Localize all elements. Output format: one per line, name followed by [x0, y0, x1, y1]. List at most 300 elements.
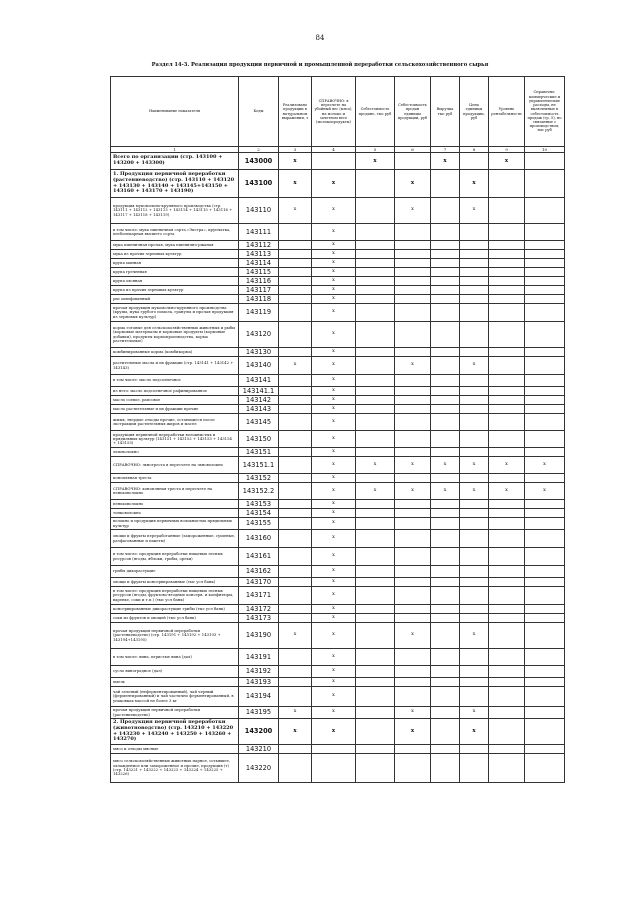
- row-cell: x: [395, 457, 431, 474]
- row-cell: [431, 405, 460, 414]
- row-name: 1. Продукция первичной переработки (растениеводство) (стр. 143110 + 143120 + 143130 + 143140 + 143145+143150 + 143160 + 143170 + 143190): [111, 170, 239, 198]
- row-cell: x: [312, 405, 356, 414]
- row-cell: [279, 241, 312, 250]
- row-cell: [395, 375, 431, 387]
- row-cell: x: [312, 414, 356, 431]
- row-code: 143130: [239, 348, 279, 357]
- row-cell: x: [312, 322, 356, 348]
- row-cell: [431, 666, 460, 678]
- table-row: [111, 649, 565, 666]
- row-cell: [460, 387, 489, 396]
- row-cell: x: [312, 707, 356, 719]
- row-cell: [395, 241, 431, 250]
- row-cell: [279, 605, 312, 614]
- row-cell: [356, 623, 395, 649]
- row-cell: [489, 348, 525, 357]
- row-cell: [525, 509, 565, 518]
- row-cell: [395, 387, 431, 396]
- row-cell: [460, 431, 489, 448]
- table-row: [111, 431, 565, 448]
- row-name: мясо сельскохозяйственных животных парное, остывшее, охлажденное или замороженное и прочие, продукция (т) (стр. 143221 + 143222 + 143223 + 143224 + 143225 + 143226): [111, 754, 239, 783]
- row-cell: [431, 587, 460, 605]
- row-cell: [489, 277, 525, 286]
- row-name: мука пшеничная прочая, мука пшенично-ржаная: [111, 241, 239, 250]
- row-cell: x: [312, 357, 356, 375]
- row-cell: [525, 153, 565, 170]
- row-name: крупа манная: [111, 259, 239, 268]
- row-cell: [395, 509, 431, 518]
- row-cell: [460, 322, 489, 348]
- row-cell: [279, 754, 312, 783]
- row-cell: [395, 666, 431, 678]
- row-name: из него: масло подсолнечное рафинированное: [111, 387, 239, 396]
- row-cell: x: [312, 457, 356, 474]
- row-cell: [431, 678, 460, 687]
- row-cell: x: [356, 483, 395, 500]
- row-cell: x: [312, 518, 356, 530]
- row-cell: [279, 295, 312, 304]
- row-name: 2. Продукция первичной переработки (животноводство) (стр. 143210 + 143220 + 143230 + 143240 + 143250 + 143260 + 143270): [111, 719, 239, 745]
- row-cell: [489, 405, 525, 414]
- row-cell: [279, 666, 312, 678]
- row-cell: [489, 687, 525, 707]
- row-cell: [279, 387, 312, 396]
- row-code: 143141.1: [239, 387, 279, 396]
- row-code: 143200: [239, 719, 279, 745]
- row-cell: [356, 348, 395, 357]
- row-cell: x: [312, 396, 356, 405]
- row-cell: [525, 268, 565, 277]
- row-cell: x: [356, 457, 395, 474]
- row-cell: x: [279, 623, 312, 649]
- col-header: Уровень рентабельности: [489, 77, 525, 147]
- row-cell: x: [460, 357, 489, 375]
- row-cell: [312, 745, 356, 754]
- row-code: 143113: [239, 250, 279, 259]
- row-cell: [525, 448, 565, 457]
- row-name: льноволокно: [111, 448, 239, 457]
- row-cell: [431, 548, 460, 566]
- row-cell: [279, 687, 312, 707]
- row-code: 143111: [239, 224, 279, 241]
- row-cell: x: [312, 348, 356, 357]
- row-name: грибы дикорастущие: [111, 566, 239, 578]
- row-cell: [279, 396, 312, 405]
- row-cell: [279, 678, 312, 687]
- row-cell: [356, 649, 395, 666]
- row-cell: x: [312, 587, 356, 605]
- row-code: 143153: [239, 500, 279, 509]
- table-row: [111, 375, 565, 387]
- row-cell: [395, 649, 431, 666]
- row-cell: [460, 605, 489, 614]
- row-cell: [279, 530, 312, 548]
- row-cell: [356, 387, 395, 396]
- table-row: [111, 259, 565, 268]
- row-cell: [279, 745, 312, 754]
- row-cell: [431, 745, 460, 754]
- row-cell: [460, 241, 489, 250]
- row-cell: x: [395, 707, 431, 719]
- table-row: [111, 474, 565, 483]
- row-cell: [431, 396, 460, 405]
- row-cell: [395, 474, 431, 483]
- row-name: хмель: [111, 678, 239, 687]
- row-cell: [431, 322, 460, 348]
- row-cell: [460, 295, 489, 304]
- row-code: 143171: [239, 587, 279, 605]
- row-cell: [395, 286, 431, 295]
- row-cell: [356, 322, 395, 348]
- row-name: СПРАВОЧНО: льнотреста в пересчете на льноволокно: [111, 457, 239, 474]
- row-cell: [525, 614, 565, 623]
- row-cell: [525, 286, 565, 295]
- table-row: [111, 457, 565, 474]
- row-cell: [356, 678, 395, 687]
- row-code: 143117: [239, 286, 279, 295]
- row-cell: [460, 745, 489, 754]
- row-name: консервированные дикорастущие грибы (тыс усл банк): [111, 605, 239, 614]
- table-row: [111, 304, 565, 322]
- col-header: Реализовано продукции в натуральном выражении, т: [279, 77, 312, 147]
- row-cell: [489, 322, 525, 348]
- row-cell: [525, 387, 565, 396]
- col-header: Справочно: коммерческие и управленческие расходы, не включенные в себестоимость продаж (гр. 5), но связанные с производством, тыс руб: [525, 77, 565, 147]
- row-cell: [279, 286, 312, 295]
- row-code: 143112: [239, 241, 279, 250]
- row-name: продукция первичной переработки волокнистых и прядильных культур (143151 + 143152 + 143153 + 143154 + 143155): [111, 431, 239, 448]
- row-cell: x: [312, 509, 356, 518]
- table-row: [111, 623, 565, 649]
- row-cell: [460, 277, 489, 286]
- row-cell: x: [279, 170, 312, 198]
- row-cell: x: [312, 483, 356, 500]
- col-header: Себестоимость продано, тыс руб: [356, 77, 395, 147]
- row-cell: [312, 153, 356, 170]
- row-cell: [489, 474, 525, 483]
- row-cell: [395, 605, 431, 614]
- row-cell: [395, 566, 431, 578]
- row-cell: [489, 719, 525, 745]
- row-cell: [431, 707, 460, 719]
- row-code: 143220: [239, 754, 279, 783]
- row-cell: [395, 587, 431, 605]
- row-cell: [395, 754, 431, 783]
- row-cell: [489, 707, 525, 719]
- table-row: [111, 286, 565, 295]
- row-name: в том числе: продукция переработки пищевых лесных ресурсов (ягоды, яблоки, грибы, орехи): [111, 548, 239, 566]
- col-number: 3: [279, 147, 312, 153]
- table-row: [111, 587, 565, 605]
- row-cell: [356, 500, 395, 509]
- row-cell: [356, 241, 395, 250]
- row-cell: [525, 405, 565, 414]
- row-cell: [431, 509, 460, 518]
- row-cell: [431, 687, 460, 707]
- row-cell: [356, 405, 395, 414]
- row-name: продукция мукомольно-крупяного производства (стр. 143111 + 143112 + 143113 + 143114 + 143115 + 143116 + 143117 + 143118 + 143119): [111, 198, 239, 224]
- row-name: растительные масла и их фракции (стр. 143141 + 143142 + 143143): [111, 357, 239, 375]
- row-cell: [431, 286, 460, 295]
- col-number: 2: [239, 147, 279, 153]
- row-cell: [525, 431, 565, 448]
- row-cell: [356, 548, 395, 566]
- row-cell: [356, 375, 395, 387]
- row-code: 143155: [239, 518, 279, 530]
- row-cell: [525, 375, 565, 387]
- row-cell: [489, 548, 525, 566]
- row-cell: x: [312, 623, 356, 649]
- row-cell: [431, 277, 460, 286]
- row-cell: [525, 277, 565, 286]
- row-cell: [395, 259, 431, 268]
- col-header: Наименование показателя: [111, 77, 239, 147]
- table-row: [111, 548, 565, 566]
- row-cell: [356, 707, 395, 719]
- row-name: прочая продукция мукомольно-крупяного производства (крупы, мука грубого помола, гранулы и прочая продукция из зерновых культур): [111, 304, 239, 322]
- row-cell: [356, 414, 395, 431]
- row-cell: [356, 277, 395, 286]
- table-row: [111, 578, 565, 587]
- row-cell: [279, 268, 312, 277]
- table-row: [111, 719, 565, 745]
- row-cell: [356, 286, 395, 295]
- row-cell: x: [460, 170, 489, 198]
- row-cell: x: [489, 457, 525, 474]
- table-row: [111, 566, 565, 578]
- row-cell: [356, 198, 395, 224]
- row-cell: [431, 241, 460, 250]
- row-cell: [279, 414, 312, 431]
- table-row: [111, 678, 565, 687]
- row-cell: [489, 605, 525, 614]
- row-cell: [356, 170, 395, 198]
- row-cell: x: [312, 474, 356, 483]
- row-code: 143114: [239, 259, 279, 268]
- row-cell: [431, 754, 460, 783]
- row-cell: [431, 268, 460, 277]
- row-cell: x: [460, 623, 489, 649]
- row-cell: [356, 224, 395, 241]
- row-cell: [460, 578, 489, 587]
- col-number: 6: [395, 147, 431, 153]
- row-cell: [395, 530, 431, 548]
- row-cell: x: [431, 457, 460, 474]
- col-number: 9: [489, 147, 525, 153]
- row-code: 143152.2: [239, 483, 279, 500]
- row-cell: [489, 224, 525, 241]
- row-code: 143115: [239, 268, 279, 277]
- table-row: [111, 241, 565, 250]
- row-cell: [525, 322, 565, 348]
- row-cell: [356, 250, 395, 259]
- row-cell: [489, 295, 525, 304]
- row-name: в том числе: продукция переработки пищевых лесных ресурсов (ягоды, фруктово-ягодные консерв. и конфитюры, варенье, соки и т.п.) (тыс усл банк): [111, 587, 239, 605]
- col-number: 1: [111, 147, 239, 153]
- row-cell: [279, 259, 312, 268]
- row-cell: [525, 348, 565, 357]
- row-cell: [460, 268, 489, 277]
- table-row: [111, 414, 565, 431]
- row-cell: [431, 578, 460, 587]
- row-cell: x: [312, 286, 356, 295]
- row-cell: [395, 745, 431, 754]
- row-cell: [489, 286, 525, 295]
- row-cell: [431, 295, 460, 304]
- row-cell: [395, 500, 431, 509]
- row-cell: [460, 548, 489, 566]
- table-row: [111, 357, 565, 375]
- row-cell: [431, 566, 460, 578]
- row-cell: x: [312, 387, 356, 396]
- row-cell: [279, 224, 312, 241]
- row-cell: x: [312, 566, 356, 578]
- row-cell: [395, 224, 431, 241]
- row-code: 143152: [239, 474, 279, 483]
- row-cell: [356, 754, 395, 783]
- table-row: [111, 295, 565, 304]
- row-code: 143161: [239, 548, 279, 566]
- row-cell: [279, 474, 312, 483]
- row-code: 143190: [239, 623, 279, 649]
- row-cell: [279, 649, 312, 666]
- row-cell: [395, 153, 431, 170]
- col-number: 4: [312, 147, 356, 153]
- col-header: Выручка тыс руб: [431, 77, 460, 147]
- row-cell: x: [312, 678, 356, 687]
- row-cell: x: [395, 357, 431, 375]
- row-cell: [525, 224, 565, 241]
- row-code: 143192: [239, 666, 279, 678]
- row-cell: x: [312, 548, 356, 566]
- row-cell: [460, 286, 489, 295]
- row-cell: [279, 250, 312, 259]
- col-header: Коды: [239, 77, 279, 147]
- row-cell: x: [460, 198, 489, 224]
- table-row: [111, 687, 565, 707]
- row-cell: [489, 170, 525, 198]
- col-number: 8: [460, 147, 489, 153]
- row-cell: x: [279, 707, 312, 719]
- row-cell: [356, 304, 395, 322]
- row-cell: [431, 357, 460, 375]
- col-number: 10: [525, 147, 565, 153]
- row-cell: [279, 348, 312, 357]
- row-cell: [395, 405, 431, 414]
- row-cell: [395, 448, 431, 457]
- row-cell: [395, 687, 431, 707]
- row-cell: [395, 250, 431, 259]
- row-cell: [489, 448, 525, 457]
- row-name: мука из прочих зерновых культур: [111, 250, 239, 259]
- row-cell: x: [312, 448, 356, 457]
- row-cell: x: [460, 707, 489, 719]
- row-cell: x: [460, 457, 489, 474]
- row-cell: [489, 678, 525, 687]
- row-cell: [489, 396, 525, 405]
- row-cell: x: [460, 483, 489, 500]
- row-code: 143143: [239, 405, 279, 414]
- row-cell: [525, 719, 565, 745]
- row-name: в том числе: вина, игристые вина (дал): [111, 649, 239, 666]
- row-cell: [279, 405, 312, 414]
- row-cell: [489, 566, 525, 578]
- row-cell: x: [489, 153, 525, 170]
- table-row: [111, 666, 565, 678]
- row-cell: [525, 754, 565, 783]
- row-code: 143100: [239, 170, 279, 198]
- row-cell: [525, 474, 565, 483]
- row-cell: [525, 678, 565, 687]
- row-cell: [356, 605, 395, 614]
- table-row: [111, 605, 565, 614]
- row-cell: [431, 530, 460, 548]
- row-cell: [525, 623, 565, 649]
- row-cell: [431, 623, 460, 649]
- row-code: 143160: [239, 530, 279, 548]
- table-row: [111, 170, 565, 198]
- row-cell: [356, 448, 395, 457]
- row-cell: [525, 170, 565, 198]
- row-cell: x: [312, 170, 356, 198]
- row-cell: x: [312, 277, 356, 286]
- row-code: 143170: [239, 578, 279, 587]
- row-cell: [431, 198, 460, 224]
- row-cell: x: [312, 375, 356, 387]
- row-cell: [431, 719, 460, 745]
- row-cell: x: [395, 719, 431, 745]
- row-cell: [489, 666, 525, 678]
- row-cell: [460, 375, 489, 387]
- row-cell: [525, 414, 565, 431]
- row-name: волокно и продукция первичных волокнистых прядильных культур: [111, 518, 239, 530]
- row-cell: x: [279, 719, 312, 745]
- row-name: овощи и фрукты консервированные (тыс усл банк): [111, 578, 239, 587]
- row-cell: [525, 745, 565, 754]
- row-cell: [279, 509, 312, 518]
- table-row: [111, 396, 565, 405]
- row-name: в том числе: масло подсолнечное: [111, 375, 239, 387]
- row-cell: x: [312, 666, 356, 678]
- row-cell: x: [312, 530, 356, 548]
- row-cell: [356, 295, 395, 304]
- row-cell: [279, 457, 312, 474]
- row-cell: [460, 754, 489, 783]
- row-name: конопляная треста: [111, 474, 239, 483]
- row-cell: [489, 578, 525, 587]
- row-cell: x: [312, 719, 356, 745]
- row-cell: x: [312, 578, 356, 587]
- row-cell: [431, 414, 460, 431]
- row-cell: [489, 268, 525, 277]
- row-cell: x: [395, 623, 431, 649]
- row-cell: [395, 614, 431, 623]
- row-cell: [525, 687, 565, 707]
- row-cell: [489, 754, 525, 783]
- row-cell: [356, 566, 395, 578]
- row-cell: [356, 578, 395, 587]
- row-cell: [356, 268, 395, 277]
- row-cell: [356, 509, 395, 518]
- row-cell: [460, 448, 489, 457]
- row-cell: [460, 509, 489, 518]
- row-cell: x: [312, 649, 356, 666]
- row-cell: x: [460, 719, 489, 745]
- row-cell: x: [312, 687, 356, 707]
- row-code: 143110: [239, 198, 279, 224]
- row-cell: x: [431, 483, 460, 500]
- row-cell: [489, 304, 525, 322]
